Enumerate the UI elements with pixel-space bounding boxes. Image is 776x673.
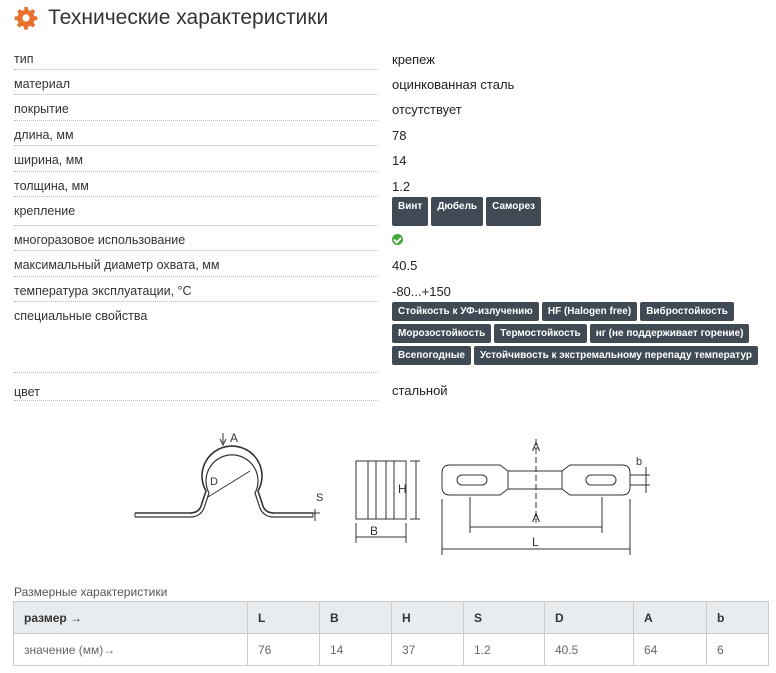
table-cell: 64 bbox=[634, 634, 707, 666]
table-header-cell: L bbox=[248, 602, 320, 634]
spec-label: материал bbox=[14, 70, 378, 95]
spec-label: температура эксплуатации, °C bbox=[14, 277, 378, 302]
spec-label: цвет bbox=[14, 373, 378, 401]
table-cell: 1.2 bbox=[464, 634, 545, 666]
spec-row bbox=[14, 146, 776, 172]
spec-row bbox=[14, 277, 776, 302]
table-header-cell: размер → bbox=[14, 602, 248, 634]
spec-label: крепление bbox=[14, 197, 378, 226]
tag[interactable]: Саморез bbox=[486, 197, 541, 226]
spec-value: 78 bbox=[392, 128, 407, 143]
spec-row bbox=[14, 302, 776, 373]
spec-value: оцинкованная сталь bbox=[392, 77, 515, 92]
spec-row bbox=[14, 226, 776, 251]
spec-label: ширина, мм bbox=[14, 146, 378, 172]
tag[interactable]: Морозостойкость bbox=[392, 324, 491, 343]
label-l: L bbox=[532, 535, 539, 549]
spec-row bbox=[14, 172, 776, 197]
spec-label: специальные свойства bbox=[14, 302, 378, 373]
spec-value: отсутствует bbox=[392, 102, 462, 117]
clamp-top-view bbox=[442, 439, 650, 555]
table-header-row bbox=[14, 602, 769, 634]
tag[interactable]: нг (не поддерживает горение) bbox=[590, 324, 750, 343]
table-header-cell: S bbox=[464, 602, 545, 634]
spec-row bbox=[14, 70, 776, 95]
tag[interactable]: Устойчивость к экстремальному перепаду температур bbox=[474, 346, 758, 365]
spec-value: -80...+150 bbox=[392, 284, 451, 299]
tag[interactable]: Вибростойкость bbox=[640, 302, 734, 321]
spec-value: крепеж bbox=[392, 52, 435, 67]
table-cell: 76 bbox=[248, 634, 320, 666]
spec-label: длина, мм bbox=[14, 121, 378, 146]
label-a3: A bbox=[532, 511, 541, 525]
spec-label: тип bbox=[14, 45, 378, 70]
table-header-cell: B bbox=[320, 602, 392, 634]
mounting-tags bbox=[392, 197, 776, 226]
label-h: H bbox=[398, 482, 407, 496]
table-cell: значение (мм)→ bbox=[14, 634, 248, 666]
spec-row bbox=[14, 197, 776, 226]
label-d: D bbox=[210, 476, 218, 488]
tag[interactable]: Винт bbox=[392, 197, 428, 226]
tag[interactable]: Дюбель bbox=[431, 197, 483, 226]
table-cell: 6 bbox=[707, 634, 769, 666]
properties-tags bbox=[392, 302, 776, 373]
label-s: S bbox=[316, 492, 324, 504]
section-header bbox=[14, 6, 328, 30]
label-b-lower: b bbox=[636, 456, 643, 468]
gear-icon bbox=[14, 6, 38, 30]
spec-value: 1.2 bbox=[392, 179, 411, 194]
spec-row bbox=[14, 95, 776, 121]
dimensions-title: Размерные характеристики bbox=[14, 585, 168, 599]
technical-drawing bbox=[130, 425, 660, 560]
table-header-cell: D bbox=[545, 602, 634, 634]
tag[interactable]: HF (Halogen free) bbox=[542, 302, 637, 321]
table-header-cell: A bbox=[634, 602, 707, 634]
page-title: Технические характеристики bbox=[48, 6, 329, 29]
table-row bbox=[14, 634, 769, 666]
check-icon bbox=[392, 234, 403, 245]
spec-label: многоразовое использование bbox=[14, 226, 378, 251]
spec-row bbox=[14, 373, 776, 401]
spec-row bbox=[14, 121, 776, 146]
spec-label: толщина, мм bbox=[14, 172, 378, 197]
label-a2: A bbox=[532, 440, 541, 454]
table-cell: 40.5 bbox=[545, 634, 634, 666]
table-cell: 37 bbox=[392, 634, 464, 666]
table-cell: 14 bbox=[320, 634, 392, 666]
spec-value: 40.5 bbox=[392, 258, 418, 273]
specs-table bbox=[14, 45, 776, 401]
spec-value: стальной bbox=[392, 383, 448, 398]
label-a: A bbox=[230, 431, 239, 445]
spec-row bbox=[14, 45, 776, 70]
spec-value: 14 bbox=[392, 153, 407, 168]
spec-label: покрытие bbox=[14, 95, 378, 121]
table-header-cell: H bbox=[392, 602, 464, 634]
table-header-cell: b bbox=[707, 602, 769, 634]
dimensions-table bbox=[13, 601, 769, 666]
spec-label: максимальный диаметр охвата, мм bbox=[14, 251, 378, 277]
tag[interactable]: Всепогодные bbox=[392, 346, 471, 365]
clamp-front-view bbox=[356, 461, 420, 543]
tag[interactable]: Термостойкость bbox=[494, 324, 586, 343]
tag[interactable]: Стойкость к УФ-излучению bbox=[392, 302, 539, 321]
label-b-upper: B bbox=[370, 524, 379, 538]
spec-row bbox=[14, 251, 776, 277]
clamp-side-view bbox=[135, 431, 323, 521]
